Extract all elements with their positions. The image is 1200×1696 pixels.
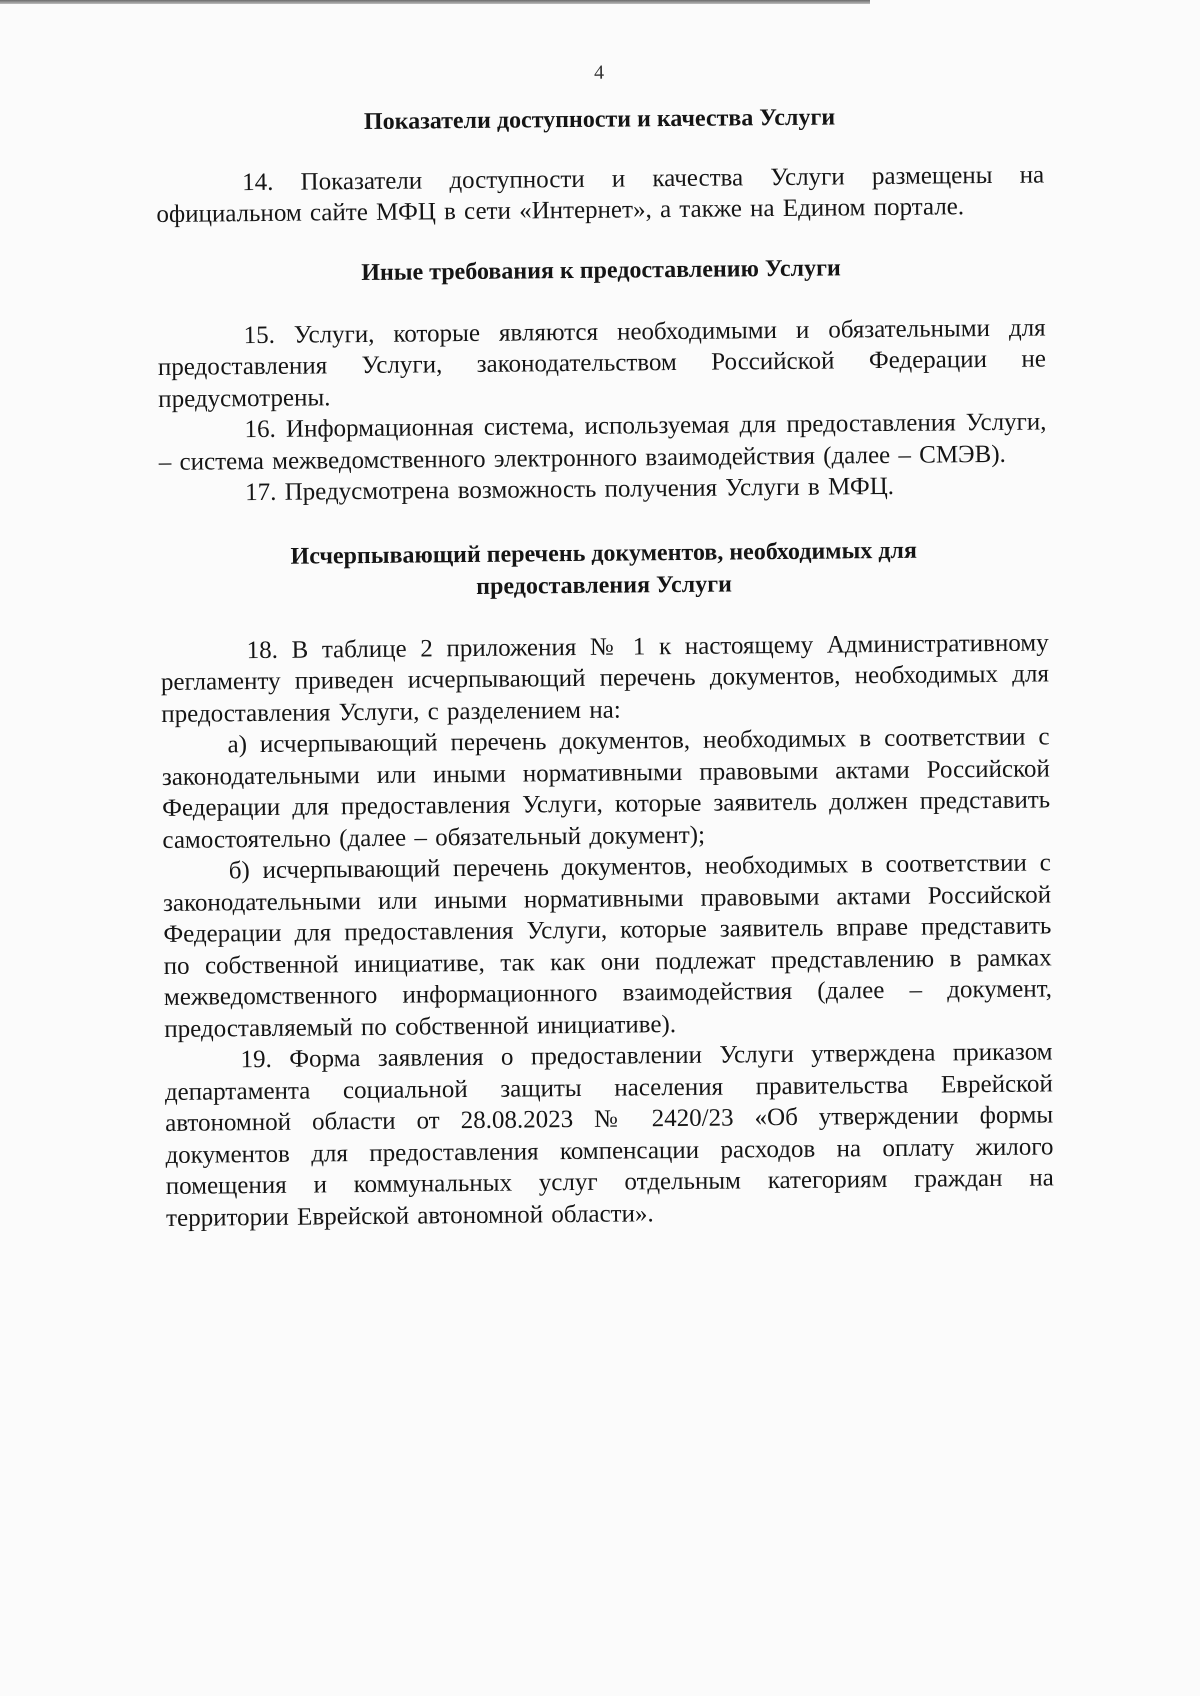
section-heading-other-requirements: Иные требования к предоставлению Услуги bbox=[361, 254, 841, 286]
paragraph-15: 15. Услуги, которые являются необходимыми и обязательными для предоставления Услуги, законодательством Российской Федерации не предусмотрены. bbox=[157, 313, 1047, 413]
paragraph-19: 19. Форма заявления о предоставлении Услуги утверждена приказом департамента социальной защиты населения правительства Еврейской автономной области от 28.08.2023 № 2420/23 «Об утверждении формы документов для предоставления компенсации расходов на оплату жилого помещения и коммунальных услуг отдельным категориям граждан на территории Еврейской автономной области». bbox=[164, 1038, 1054, 1232]
section-heading-documents-line2: предоставления Услуги bbox=[476, 570, 732, 600]
list-item-b: б) исчерпывающий перечень документов, необходимых в соответствии с законодательными или иными нормативными правовыми актами Российской Федерации для предоставления Услуги, которые заявитель вправе представить по собственной инициативе, так как они подлежат представлению в рамках межведомственного информационного взаимодействия (далее – документ, предоставляемый по собственной инициативе). bbox=[162, 849, 1053, 1043]
list-item-a: а) исчерпывающий перечень документов, необходимых в соответствии с законодательными или иными нормативными правовыми актами Российской Федерации для предоставления Услуги, которые заявитель должен представить самостоятельно (далее – обязательный документ); bbox=[161, 723, 1051, 854]
section-heading-availability: Показатели доступности и качества Услуги bbox=[363, 103, 836, 135]
paragraph-17: 17. Предусмотрена возможность получения Услуги в МФЦ. bbox=[245, 472, 895, 507]
section-heading-documents-line1: Исчерпывающий перечень документов, необходимых для bbox=[290, 537, 918, 570]
section-heading-documents bbox=[160, 533, 1049, 606]
page-number: 4 bbox=[594, 61, 605, 84]
paragraph-18: 18. В таблице 2 приложения № 1 к настоящему Административному регламенту приведен исчерпывающий перечень документов, необходимых для предоставления Услуги, с разделением на: bbox=[160, 628, 1050, 728]
paragraph-14: 14. Показатели доступности и качества Услуги размещены на официальном сайте МФЦ в сети «Интернет», а также на Едином портале. bbox=[156, 160, 1045, 228]
scan-top-edge bbox=[0, 0, 870, 4]
paragraph-16: 16. Информационная система, используемая для предоставления Услуги, – система межведомственного электронного взаимодействия (далее – СМЭВ). bbox=[158, 408, 1047, 476]
document-content bbox=[155, 53, 1054, 1233]
